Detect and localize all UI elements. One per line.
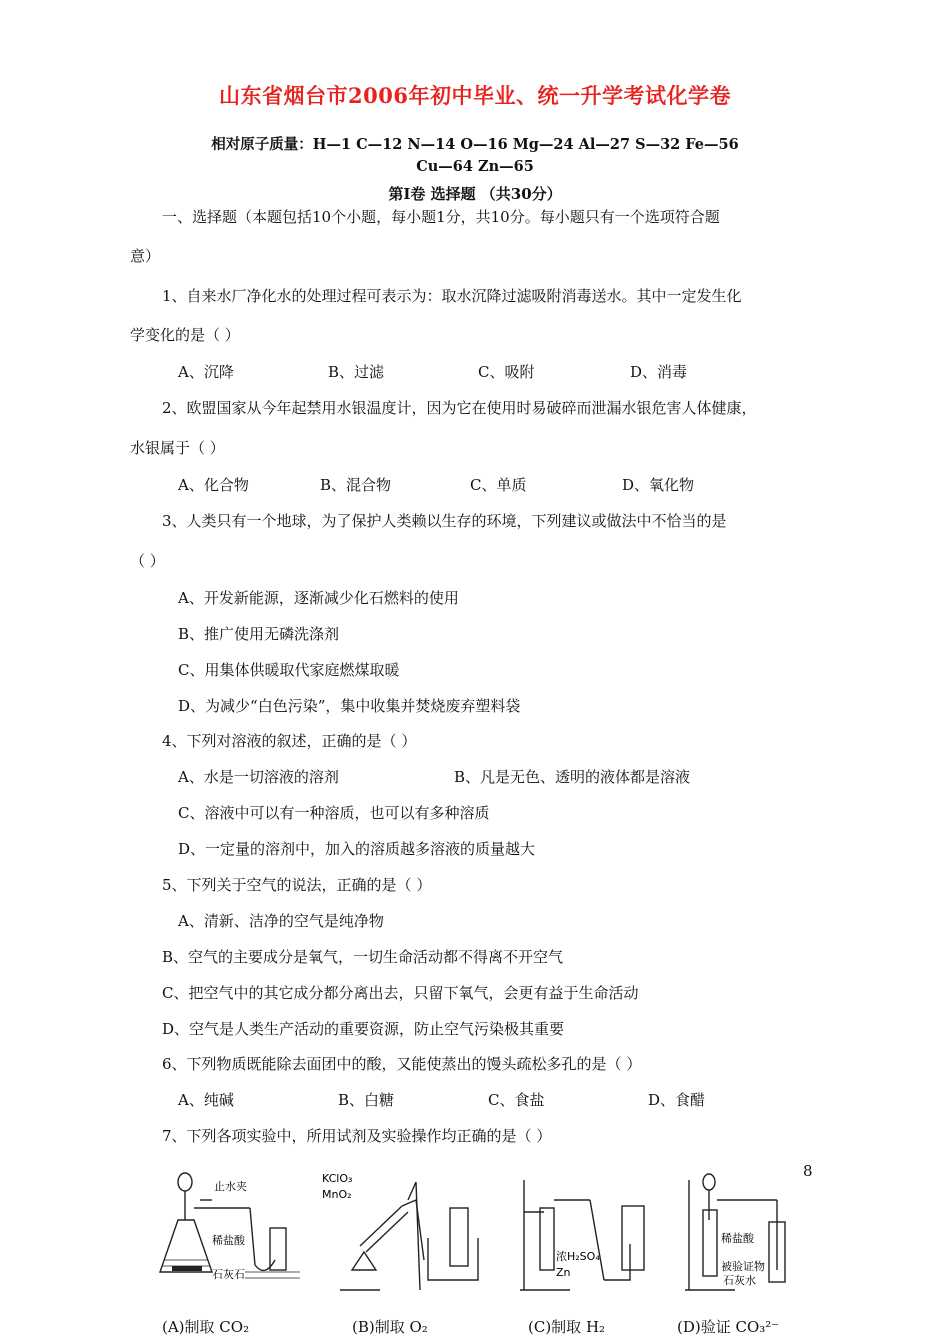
q5-option-a: A、清新、洁净的空气是纯净物	[178, 912, 384, 930]
question-1-cont: 学变化的是（ ）	[130, 326, 240, 344]
figure-a-co2-apparatus	[140, 1160, 310, 1344]
figure-d-caption: (D)验证 CO₃²⁻	[677, 1318, 780, 1336]
part1-intro: 一、选择题（本题包括10个小题，每小题1分，共10分。每小题只有一个选项符合题	[162, 208, 720, 226]
label-conc-h2so4: 浓H₂SO₄	[556, 1250, 600, 1263]
q5-option-b: B、空气的主要成分是氧气，一切生命活动都不得离不开空气	[162, 948, 564, 966]
label-clamp: 止水夹	[214, 1180, 247, 1193]
q5-option-c: C、把空气中的其它成分都分离出去，只留下氧气，会更有益于生命活动	[162, 984, 639, 1002]
q4-option-a: A、水是一切溶液的溶剂	[178, 768, 339, 786]
question-5: 5、下列关于空气的说法，正确的是（ ）	[162, 876, 432, 894]
label-acid-d: 稀盐酸	[721, 1232, 754, 1245]
q6-option-d: D、食醋	[648, 1091, 706, 1109]
q2-option-b: B、混合物	[320, 476, 392, 494]
section-title: 第Ⅰ卷 选择题 （共30分）	[388, 185, 562, 203]
figure-d-drawing	[665, 1160, 835, 1310]
q3-option-d: D、为减少“白色污染”，集中收集并焚烧废弃塑料袋	[178, 697, 521, 715]
q2-option-c: C、单质	[470, 476, 527, 494]
q3-option-c: C、用集体供暖取代家庭燃煤取暖	[178, 661, 400, 679]
q4-option-c: C、溶液中可以有一种溶质，也可以有多种溶质	[178, 804, 490, 822]
label-limestone: 石灰石	[212, 1268, 245, 1281]
q2-option-d: D、氧化物	[622, 476, 695, 494]
figure-c-caption: (C)制取 H₂	[528, 1318, 606, 1336]
part1-intro-cont: 意）	[130, 247, 161, 265]
q1-option-a: A、沉降	[178, 363, 234, 381]
question-4: 4、下列对溶液的叙述，正确的是（ ）	[162, 732, 417, 750]
atomic-mass-line-1: 相对原子质量：H—1 C—12 N—14 O—16 Mg—24 Al—27 S—32 Fe—56	[211, 136, 739, 153]
q1-option-b: B、过滤	[328, 363, 385, 381]
label-mno2: MnO₂	[322, 1188, 352, 1201]
question-3-cont: （ ）	[130, 552, 165, 570]
question-6: 6、下列物质既能除去面团中的酸，又能使蒸出的馒头疏松多孔的是（ ）	[162, 1055, 642, 1073]
figure-d-carbonate-apparatus	[665, 1160, 835, 1344]
figure-a-caption: (A)制取 CO₂	[162, 1318, 250, 1336]
question-3: 3、人类只有一个地球，为了保护人类赖以生存的环境，下列建议或做法中不恰当的是	[162, 512, 727, 530]
figure-b-caption: (B)制取 O₂	[352, 1318, 428, 1336]
atomic-mass-line-2: Cu—64 Zn—65	[416, 158, 534, 175]
page-title: 山东省烟台市2006年初中毕业、统一升学考试化学卷	[219, 83, 731, 108]
question-2-cont: 水银属于（ ）	[130, 439, 225, 457]
page-number: 8	[803, 1162, 813, 1180]
q4-option-d: D、一定量的溶剂中，加入的溶质越多溶液的质量越大	[178, 840, 536, 858]
question-7: 7、下列各项实验中，所用试剂及实验操作均正确的是（ ）	[162, 1127, 552, 1145]
q6-option-a: A、纯碱	[178, 1091, 234, 1109]
figure-a-drawing	[140, 1160, 310, 1310]
figure-c-h2-apparatus	[500, 1160, 670, 1344]
figure-b-o2-apparatus	[320, 1160, 490, 1344]
label-zn: Zn	[556, 1266, 571, 1279]
label-limewater: 石灰水	[723, 1274, 756, 1287]
label-acid-a: 稀盐酸	[212, 1234, 245, 1247]
question-2: 2、欧盟国家从今年起禁用水银温度计，因为它在使用时易破碎而泄漏水银危害人体健康，	[162, 399, 757, 417]
q1-option-c: C、吸附	[478, 363, 535, 381]
q4-option-b: B、凡是无色、透明的液体都是溶液	[454, 768, 691, 786]
q6-option-b: B、白糖	[338, 1091, 395, 1109]
q3-option-a: A、开发新能源，逐渐减少化石燃料的使用	[178, 589, 459, 607]
figure-c-drawing	[500, 1160, 670, 1310]
q6-option-c: C、食盐	[488, 1091, 545, 1109]
q1-option-d: D、消毒	[630, 363, 688, 381]
q2-option-a: A、化合物	[178, 476, 249, 494]
figure-b-drawing	[320, 1160, 490, 1310]
label-sample: 被验证物	[721, 1260, 765, 1273]
label-kclo3: KClO₃	[322, 1172, 353, 1185]
q3-option-b: B、推广使用无磷洗涤剂	[178, 625, 340, 643]
q5-option-d: D、空气是人类生产活动的重要资源，防止空气污染极其重要	[162, 1020, 565, 1038]
question-1: 1、自来水厂净化水的处理过程可表示为：取水沉降过滤吸附消毒送水。其中一定发生化	[162, 287, 742, 305]
